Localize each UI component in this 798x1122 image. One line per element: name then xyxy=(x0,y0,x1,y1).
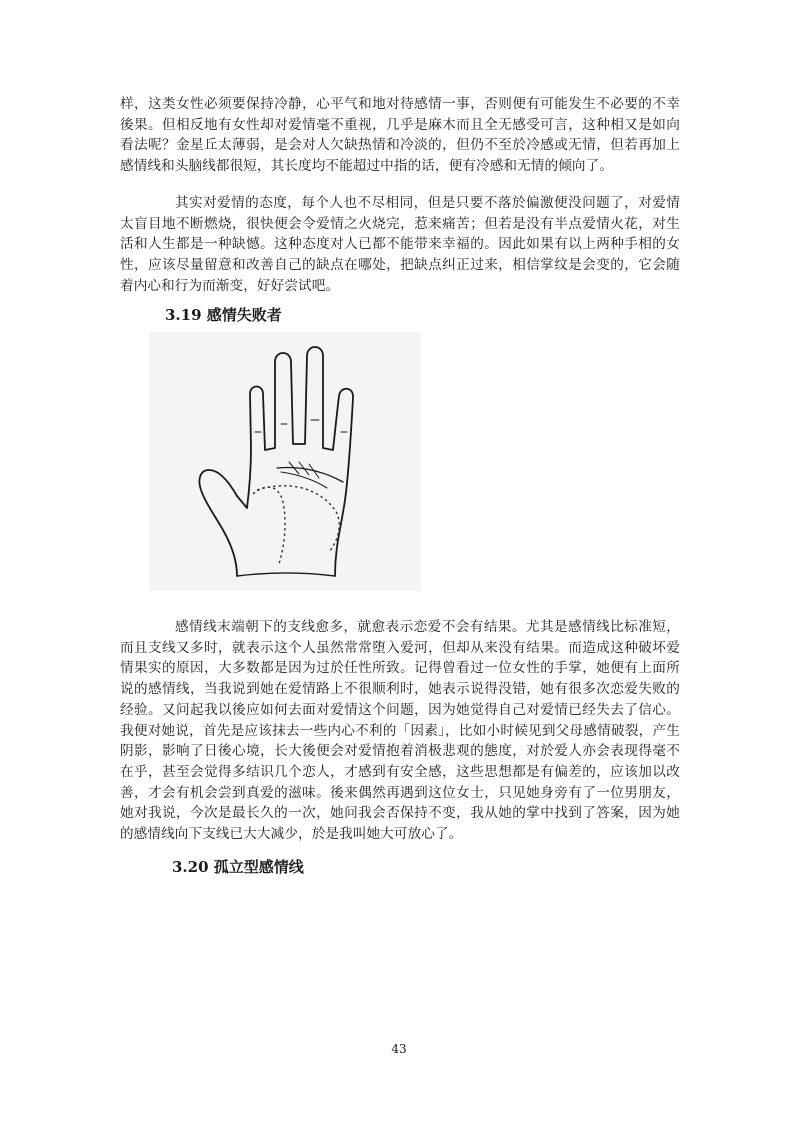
paragraph-3: 感情线末端朝下的支线愈多，就愈表示恋爱不会有结果。尤其是感情线比标准短，而且支线又多时，就表示这个人虽然常常堕入爱河，但却从来没有结果。而造成这种破坏爱情果实的原因，大多数都是因为过於任性所致。记得曾看过一位女性的手掌，她便有上面所说的感情线，当我说到她在爱情路上不很顺利时，她表示说得没错，她有很多次恋爱失败的经验。又问起我以後应如何去面对爱情这个问题，因为她觉得自己对爱情已经失去了信心。我便对她说，首先是应该抹去一些内心不利的「因素」，比如小时候见到父母感情破裂，产生阴影，影响了日後心境，长大後便会对爱情抱着消极悲观的態度，对於爱人亦会表现得毫不在乎，甚至会觉得多结识几个恋人，才感到有安全感，这些思想都是有偏差的，应该加以改善，才会有机会尝到真爱的滋味。後来偶然再遇到这位女士，只见她身旁有了一位男朋友，她对我说，今次是最长久的一次，她问我会否保持不变，我从她的掌中找到了答案，因为她的感情线向下支线已大大减少，於是我叫她大可放心了。 xyxy=(120,619,680,843)
palm-illustration xyxy=(149,332,421,591)
section-heading-3-20: 3.20 孤立型感情线 xyxy=(172,858,304,876)
page-number: 43 xyxy=(391,1042,407,1056)
paragraph-2: 其实对爱情的态度，每个人也不尽相同，但是只要不落於偏激便没问题了，对爱情太盲目地不断燃烧，很快便会令爱情之火烧完，惹来痛苦；但若是没有半点爱情火花，对生活和人生都是一种缺憾。这种态度对人已都不能带来幸福的。因此如果有以上两种手相的女性，应该尽量留意和改善自己的缺点在哪处，把缺点纠正过来，相信掌纹是会变的，它会随着内心和行为而渐变，好好尝试吧。 xyxy=(120,195,680,294)
paragraph-1: 样，这类女性必须要保持冷静，心平气和地对待感情一事，否则便有可能发生不必要的不幸後果。但相反地有女性却对爱情毫不重视，几乎是麻木而且全无感受可言，这种相又是如向看法呢？金星丘太薄弱，是会对人欠缺热情和冷淡的，但仍不至於冷感或无情，但若再加上感情线和头脑线都很短，其长度均不能超过中指的话，便有冷感和无情的倾向了。 xyxy=(120,96,680,175)
section-heading-3-19: 3.19 感情失败者 xyxy=(165,306,282,324)
